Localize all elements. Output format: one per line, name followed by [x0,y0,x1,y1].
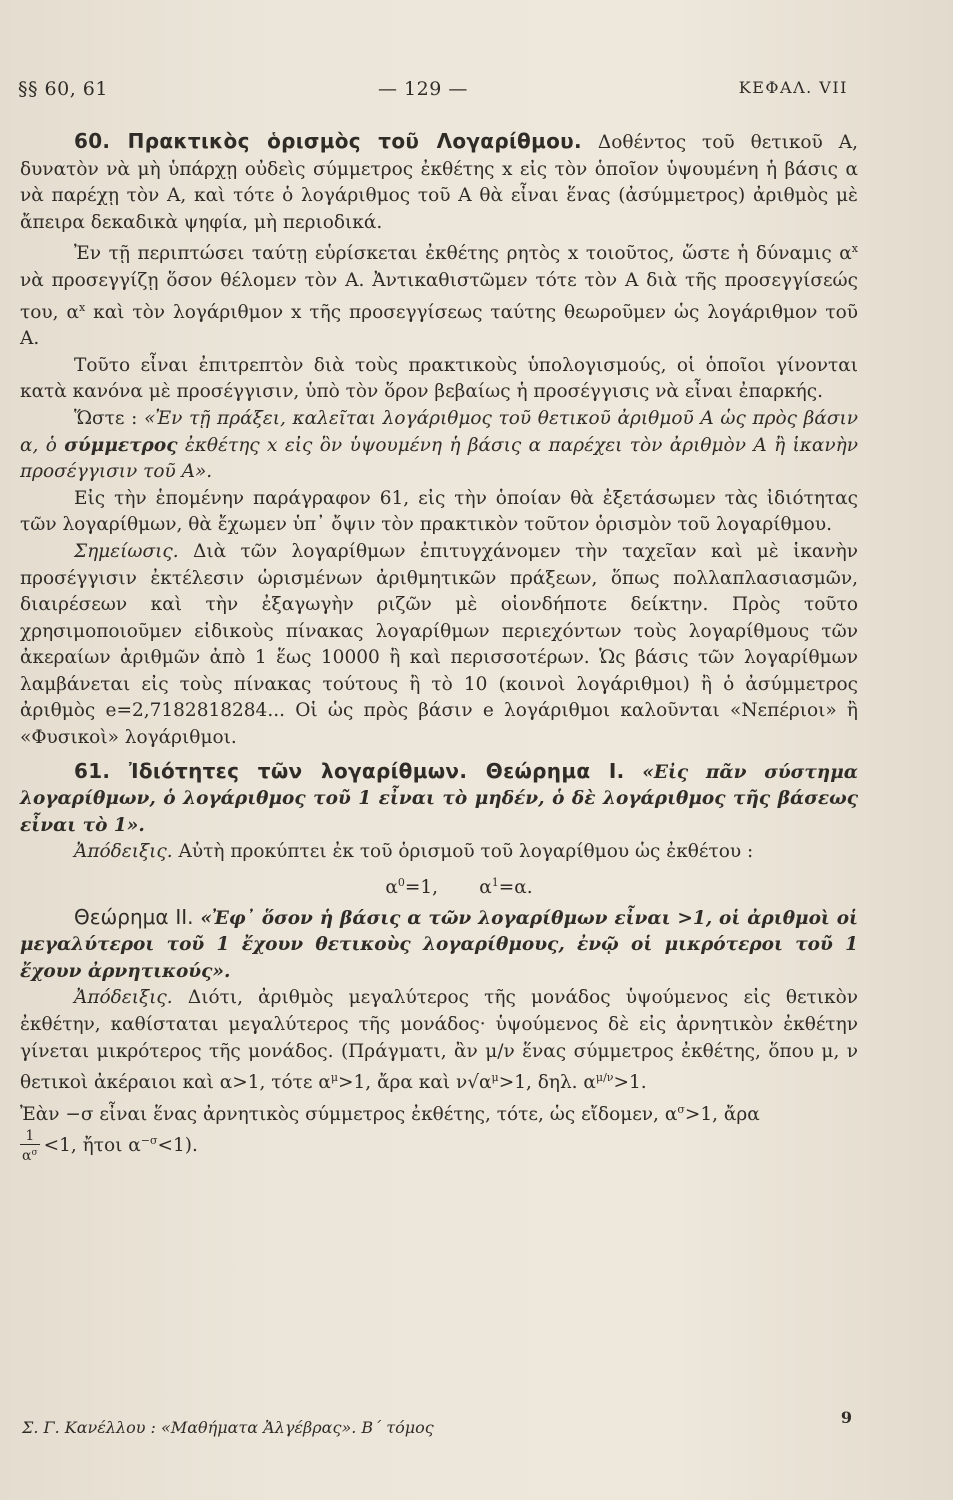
fraction-den-sup: σ [31,1148,38,1159]
definition-bold: σύμμετρος [64,434,178,456]
proof-1-text: Αὐτὴ προκύπτει ἐκ τοῦ ὁρισμοῦ τοῦ λογαρίθμου ὡς ἐκθέτου : [172,841,754,863]
s60-paragraph-3: Τοῦτο εἶναι ἐπιτρεπτὸν διὰ τοὺς πρακτικοὺς ὑπολογισμούς, οἱ ὁποῖοι γίνονται κατὰ κανόνα μὲ προσέγγισιν, ὑπὸ τὸν ὅρον βεβαίως ἡ προσέγγισις νὰ εἶναι ἐπαρκής. [20,354,858,403]
formula-d: =α. [498,877,533,899]
s60-definition [20,406,858,486]
s61-proof-3 [20,1097,858,1129]
footer-signature-mark: 9 [840,1408,852,1427]
formula-c: α [479,877,492,899]
note-lead: Σημείωσις. [74,540,179,562]
header-chapter: ΚΕΦΑΛ. VII [738,78,848,97]
proof-3b: >1, ἄρα [684,1103,760,1125]
page-footer [22,1408,852,1444]
page-body [20,128,858,1164]
proof-2c: >1, δηλ. α [498,1072,596,1094]
proof-3-text: Ἐὰν −σ εἶναι ἕνας ἀρνητικὸς σύμμετρος ἐκθέτης, τότε, ὡς εἴδομεν, α [20,1103,678,1125]
s60-p2b: νὰ προσεγγίζῃ ὅσον θέλομεν τὸν Α. Ἀντικαθιστῶμεν τότε τὸν Α διὰ τῆς προσεγγίσεώς του, α [20,269,858,323]
s60-note [20,539,858,752]
s61-formula [20,870,858,902]
fraction-den-base: α [22,1148,32,1165]
proof-3d: <1). [157,1135,198,1157]
sup-frac: μ/ν [595,1071,614,1085]
definition-lead: Ὥστε : [74,407,145,429]
s60-p1-text: Δοθέντος τοῦ θετικοῦ Α, δυνατὸν νὰ μὴ ὑπάρχῃ οὐδεὶς σύμμετρος ἐκθέτης x εἰς τὸν ὁποῖον ὑψουμένη ἡ βάσις α νὰ παρέχῃ τὸν Α, καὶ τότε ὁ λογάριθμος τοῦ Α θὰ εἶναι ἕνας (ἀσύμμετρος) ἀριθμὸς μὲ ἄπειρα δεκαδικὰ ψηφία, μὴ περιοδικά. [20,132,858,233]
s60-p2a: Ἐν τῇ περιπτώσει ταύτῃ εὑρίσκεται ἐκθέτης ρητὸς x τοιοῦτος, ὥστε ἡ δύναμις α [74,243,852,265]
s60-p2-sup2: x [78,300,86,314]
s61-theorem-2 [20,904,858,986]
formula-sup0: 0 [397,876,405,890]
fraction [20,1128,40,1164]
definition-part-c: ἐκθέτης x εἰς ὃν ὑψουμένη ἡ βάσις α παρέχει τὸν ἀριθμὸν Α ἢ ἱκανὴν προσέγγισιν τοῦ Α». [20,434,859,483]
s60-p2c: καὶ τὸν λογάριθμον x τῆς προσεγγίσεως ταύτης θεωροῦμεν ὡς λογάριθμον τοῦ Α. [20,301,858,350]
s60-p2-sup1: x [851,242,858,256]
proof-2-text: Διότι, ἀριθμὸς μεγαλύτερος τῆς μονάδος ὑψούμενος εἰς θετικὸν ἐκθέτην, καθίσταται μεγαλύτερος τῆς μονάδος· ὑψούμενος δὲ εἰς ἀρνητικὸν ἐκθέτην γίνεται μικρότερος τῆς μονάδος. (Πράγματι, ἂν μ/ν ἕνας σύμμετρος ἐκθέτης, ὅπου μ, ν θετικοὶ ἀκέραιοι καὶ α>1, τότε α [20,987,858,1094]
proof-2d: >1. [613,1072,647,1094]
proof-1-lead: Ἀπόδειξις. [74,841,173,863]
s60-paragraph-1 [20,128,858,236]
formula-b: =1, [404,877,439,899]
note-text: Διὰ τῶν λογαρίθμων ἐπιτυγχάνομεν τὴν ταχεῖαν καὶ μὲ ἱκανὴν προσέγγισιν ἐκτέλεσιν ὡρισμένων ἀριθμητικῶν πράξεων, ὅπως πολλαπλασιασμῶν, διαιρέσεων καὶ τὴν ἐξαγωγὴν ριζῶν μὲ οἱονδήποτε δείκτην. Πρὸς τοῦτο χρησιμοποιοῦμεν εἰδικοὺς πίνακας λογαρίθμων περιεχόντων τοὺς λογαρίθμους τῶν ἀκεραίων ἀριθμῶν ἀπὸ 1 ἕως 10000 ἢ καὶ περισσοτέρων. Ὡς βάσις τῶν λογαρίθμων λαμβάνεται εἰς τοὺς πίνακας τούτους ἢ τὸ 10 (κοινοὶ λογάριθμοι) ἢ ὁ ἀσύμμετρος ἀριθμὸς e=2,7182818284... Οἱ ὡς πρὸς βάσιν e λογάριθμοι καλοῦνται «Νεπέριοι» ἢ «Φυσικοὶ» λογάριθμοι. [20,540,858,749]
header-section-ref: §§ 60, 61 [18,78,108,100]
header-page-number: — 129 — [378,78,468,100]
formula-sup1: 1 [491,876,499,890]
proof-2-lead: Ἀπόδειξις. [74,987,173,1009]
proof-3c: <1, ἤτοι α [43,1135,141,1157]
s61-theorem-1 [20,758,858,840]
definition-part-a: «Ἐν τῇ πράξει, καλεῖται λογάριθμος τοῦ θετικοῦ ἀριθμοῦ Α ὡς πρὸς βάσιν α, ὁ [20,407,859,456]
root-expression: ν√α [456,1072,492,1094]
fraction-num: 1 [20,1128,40,1145]
s60-paragraph-2 [20,236,858,352]
root-sup: μ [491,1071,499,1085]
theorem-1-text: «Εἰς πᾶν σύστημα λογαρίθμων, ὁ λογάριθμος τοῦ 1 εἶναι τὸ μηδέν, ὁ δὲ λογάριθμος τῆς βάσεως εἶναι τὸ 1». [20,761,858,836]
proof-2b: >1, ἄρα καὶ [338,1072,456,1094]
s61-proof-3-cont [20,1128,858,1164]
footer-book-title: Σ. Γ. Κανέλλου : «Μαθήματα Ἀλγέβρας». Β΄ τόμος [22,1418,434,1437]
theorem-2-lead: Θεώρημα ΙΙ. [74,904,194,929]
sup-neg-sigma: −σ [140,1134,158,1148]
page-header [18,78,848,108]
s60-paragraph-5: Εἰς τὴν ἑπομένην παράγραφον 61, εἰς τὴν ὁποίαν θὰ ἐξετάσωμεν τὰς ἰδιότητας τῶν λογαρίθμων, θὰ ἔχωμεν ὑπ᾿ ὄψιν τὸν πρακτικὸν τοῦτον ὁρισμὸν τοῦ λογαρίθμου. [20,487,858,536]
theorem-2-text: «Ἐφ᾿ ὅσον ἡ βάσις α τῶν λογαρίθμων εἶναι >1, οἱ ἀριθμοὶ οἱ μεγαλύτεροι τοῦ 1 ἔχουν θετικοὺς λογαρίθμους, ἐνῷ οἱ μικρότεροι τοῦ 1 ἔχουν ἀρνητικούς». [20,907,859,982]
s60-title: 60. Πρακτικὸς ὁρισμὸς τοῦ Λογαρίθμου. [74,129,582,153]
fraction-den [20,1145,40,1164]
sup-sigma: σ [677,1102,685,1116]
sup-mu: μ [330,1071,339,1085]
s61-proof-2 [20,985,858,1096]
s61-title: 61. Ἰδιότητες τῶν λογαρίθμων. Θεώρημα Ι. [74,758,625,783]
s61-proof-1 [20,839,858,866]
formula-a: α [385,877,398,899]
